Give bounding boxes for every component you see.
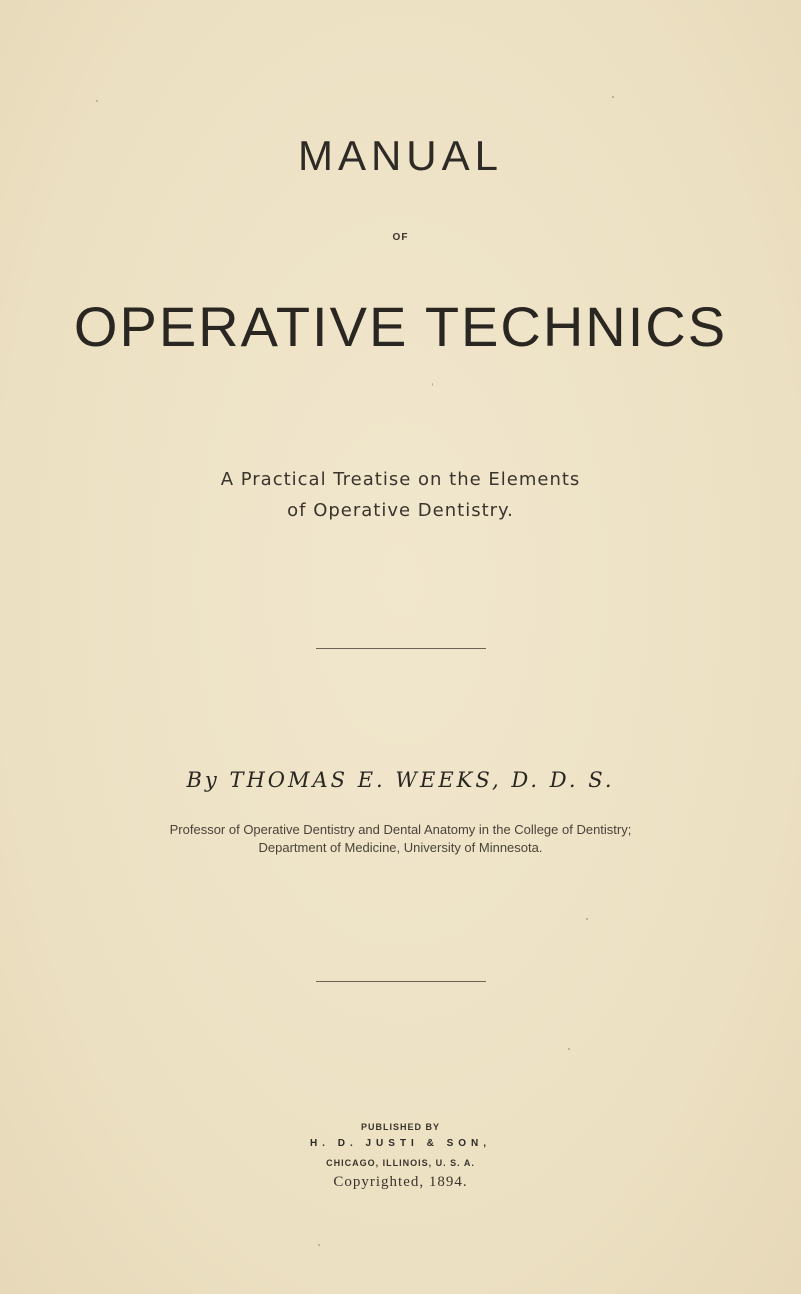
affiliation-line-1: Professor of Operative Dentistry and Dental Anatomy in the College of Dentistry; (169, 822, 632, 837)
paper-speck (96, 100, 98, 102)
heading-of: OF (392, 232, 409, 243)
copyright-line: Copyrighted, 1894. (333, 1174, 468, 1190)
affiliation-line-2: Department of Medicine, University of Minnesota. (258, 840, 543, 855)
subtitle-line-1: A Practical Treatise on the Elements (220, 469, 581, 490)
paper-speck (568, 1048, 570, 1050)
divider-rule-top (316, 648, 486, 649)
subtitle-line-2: of Operative Dentistry. (287, 500, 514, 521)
paper-speck (586, 918, 588, 920)
publisher-name: H. D. JUSTI & SON, (309, 1138, 492, 1149)
published-by-label: PUBLISHED BY (360, 1122, 440, 1132)
publisher-city: CHICAGO, ILLINOIS, U. S. A. (326, 1158, 475, 1168)
divider-rule-bottom (316, 981, 486, 982)
book-title: OPERATIVE TECHNICS (73, 295, 728, 358)
author-line: By THOMAS E. WEEKS, D. D. S. (186, 768, 615, 792)
paper-speck (432, 383, 433, 386)
paper-speck (318, 1244, 320, 1246)
paper-speck (612, 96, 614, 98)
heading-manual: MANUAL (297, 132, 504, 179)
